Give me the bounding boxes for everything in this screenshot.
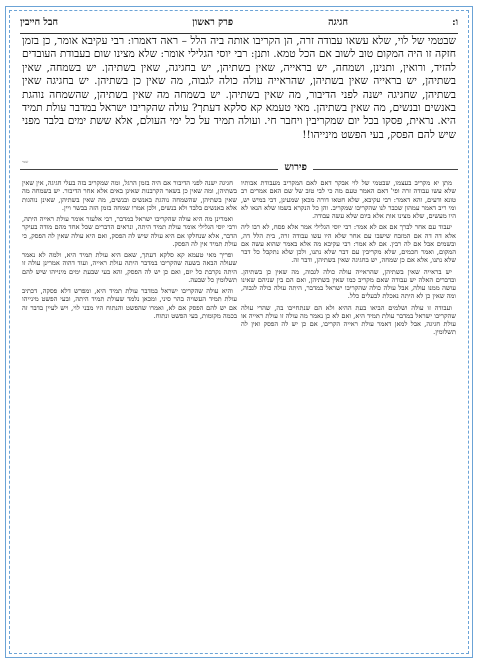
commentary-paragraph: חגיגה ישנה לפני הדיבור אם היה בזמן הרגל, ומה שמקריב בזה בעלי חגיגה, אין שאין בשתיהן, ומה שאין כן בשאר הקרבנות שאינן באים אלא אחר הדיבור. יש בשמחה מה שאין בשתיהן, שהשמחה נוהגת באנשים ובנשים, מה שאין בשתיהן, שאינן נוהגות אלא באנשים בלבד ולא בנשים, ולכן אמרו שמחה בזמן הזה בבשר ויין.: [22, 179, 237, 212]
commentary-divider: [20, 163, 458, 177]
commentary-paragraph: מתן יא מקריב בעצמו, שבטמי של לוי אבקר דאם לאם המקריב מעבודת אבותיו שלא עשו עבודה זרה ופי' דאם האמר טעם מה כי לבי טוב של שם האם אמרים רב טונא ודעים, והא דאמר: רבי עקיבא, שלא חטאו דורה מכאן שמעינן, דבי במיש יש, ומי ריב דאמר עמהון שכבר לנו שהקריבו שמקריב. והן כל הנקרא בשמו שלא הנאו לא היו מעשים, שלא מצינו אות אלא ביום שלא עשה עבודה.: [241, 179, 456, 220]
page-number: ו:: [452, 17, 458, 28]
tractate-title: חגיגה: [328, 17, 348, 28]
commentary-right-column: [241, 179, 456, 643]
commentary-paragraph: ופריך מאי טעמא קא סלקא דעתך, שאם היא עולת תמיד היא, ולמה לא נאמר שעולה הבאה בשעה שהקריבו במדבר היתה עולת ראייה, ועוד דהוה אמרינן עולה זו היתה נקרבת כל יום, ואם כן יש לה הפסק, והא בעי שבעת ימים מינייהו שיש להם תשלומין כל שבעה.: [22, 251, 237, 284]
commentary-paragraph: ואמרינן מה היא עולה שהקריבו ישראל במדבר, רבי אלעזר אומר עולת ראייה היתה, ורבי יוסי הגלילי אומר עולת תמיד היתה, ונראים הדברים שכל אחד מהם מודה בעיקר הדבר, אלא שנחלקו אם היא עולה שיש לה הפסק, ואם היא עולה שאין לה הפסק, כי עולת תמיד אין לה הפסק.: [22, 215, 237, 248]
commentary-body: [22, 179, 456, 643]
commentary-title: פירוש: [278, 162, 313, 173]
chapter-title: פרק ראשון: [192, 17, 233, 28]
page-header: [20, 17, 458, 33]
commentary-paragraph: ועבודה זו עולה ושלמים הביאו בעת ההיא ולא הם שנתחייבו בה, שהרי עולה שהקריבו ישראל במדבר עולת תמיד היא, ואם לא כן נאמר מה עולה זו עולת ראייה או עולת חגיגה, אבל למאן דאמר עולת ראייה הקריבו, אם כן יש לה הפסק ואין לה תשלומין.: [241, 303, 456, 337]
commentary-paragraph: יש בראייה שאין בשתיהן, שהראייה עולה כולה לגבוה, מה שאין כן בשתיהן. ובדברים האלה יש עבודה שאם מקריב כמו שאין בשתיהן, ואם הם בין שניהם שאינו עושה ממנו עולה, אבל עולה כולה שהקריבו ישראל במדבר, היתה עולה כולה לגבוה, ומה שאין כן לא היתה נאכלת לבעלים כלל.: [241, 267, 456, 301]
divider-line: [20, 169, 458, 170]
footnote-mark: שנוי: [22, 159, 29, 164]
header-rule: [20, 33, 458, 34]
commentary-paragraph: יעבוד עם אחר לברך אם אם לא אמר: רבי יוסי הגלילי אמר אלא פסח, לא רבו ליה אלא דה דה אם המזבח שישבו עם אחר שלא היו עשו עבודה זרה, בית הלל דה, ובשמים אבל אם לה רבין. אם לא אמר: רבי עקיבא מה אלא באמר שהוא עשה אם המקום, ואמר חכמים, שלא מקריבין עם דבר שלא נתנו, ולכן שלא נתקבל כל דבר שלא נתנו, אלא אם כן שמחה, יש בחגיגה שאין בשתיהן, ודבר זה.: [241, 223, 456, 265]
commentary-left-column: [22, 179, 237, 643]
commentary-paragraph: והיא עולה שהקריבו ישראל במדבר עולת תמיד היא, ומפרש דלא פסקה, דכתיב עולת תמיד העשויה בהר סיני, ומכאן נלמד שעולת תמיד היתה, ובעי הפשט מינייהו אם יש להם הפסק אם לא, ואמרו שהפשט והנתוח היו מבני לוי, ויש לעיין בדבר זה בכמה מקומות, בעי הפשט ונתוח.: [22, 287, 237, 320]
mishnah-text: שבטמי של לוי, שלא עשאו עבודה זרה, הן הקריבו אותה ביה הלל – ראה דאמרו: רבי עקיבא אומר, כן בזמן חזקה זו היה המקום טוב לשוב אם הכל טמא. ותנן: רבי יוסי הגלילי אומר: שלא מצינו שום בעבודת העובדים להזיד, ורואין, ותנינן, ושמחה, יש בראייה, שאין בשתיהן, יש בחגיגה, שאין בשתיהן. יש בשמחה, שאין בשתיהן, יש בראייה שאין בשתיהן, שהראייה עולה כולה לגבוה, מה שאין כן בשתיהן. יש בחגיגה שאין בשתיהן, שחגיגה ישנה לפני הדיבור, מה שאין בשתיהן. יש בשמחה מה שאין בשתיהן, שהשמחה נוהגת באנשים ובנשים, מה שאין בשתיהן. מאי טעמא קא סלקא דעתך? עולה שהקריבו ישראל במדבר עולת תמיד היא. נראית, פסקו בכל יום שמקריבין ויחבר חי. ועולה תמיד על כל ימי העולם, אלא ששת ימים בלבד מפני שיש להם הפסק, בעי הפשט מינייהו!!: [22, 35, 456, 141]
page-frame: [5, 6, 473, 658]
corner-title: חבל חייבין: [20, 17, 59, 28]
